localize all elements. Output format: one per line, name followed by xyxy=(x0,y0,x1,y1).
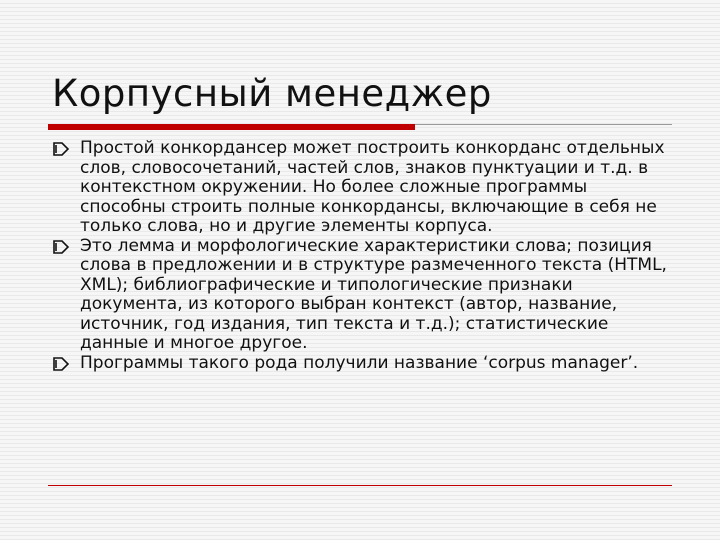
bullet-list xyxy=(52,139,672,373)
bullet-text: Простой конкордансер может построить конкорданс отдельных слов, словосочетаний, частей слов, знаков пунктуации и т.д. в контекстном окружении. Но более сложные программы способны строить полные конкордансы, включающие в себя не только слова, но и другие элементы корпуса. xyxy=(80,138,665,236)
bullet-item xyxy=(52,354,672,374)
footer-divider-line xyxy=(48,485,672,486)
arrow-bullet-icon xyxy=(52,238,70,256)
bullet-item xyxy=(52,139,672,237)
arrow-bullet-icon xyxy=(52,140,70,158)
title-accent-bar xyxy=(48,124,415,130)
bullet-text: Это лемма и морфологические характеристики слова; позиция слова в предложении и в структуре размеченного текста (HTML, XML); библиографические и типологические признаки документа, из которого выбран контекст (автор, название, источник, год издания, тип текста и т.д.); статистические данные и многое другое. xyxy=(80,235,667,353)
bullet-item xyxy=(52,237,672,354)
bullet-text: Программы такого рода получили название ‘corpus manager’. xyxy=(80,352,639,373)
slide-title: Корпусный менеджер xyxy=(52,72,492,115)
arrow-bullet-icon xyxy=(52,355,70,373)
